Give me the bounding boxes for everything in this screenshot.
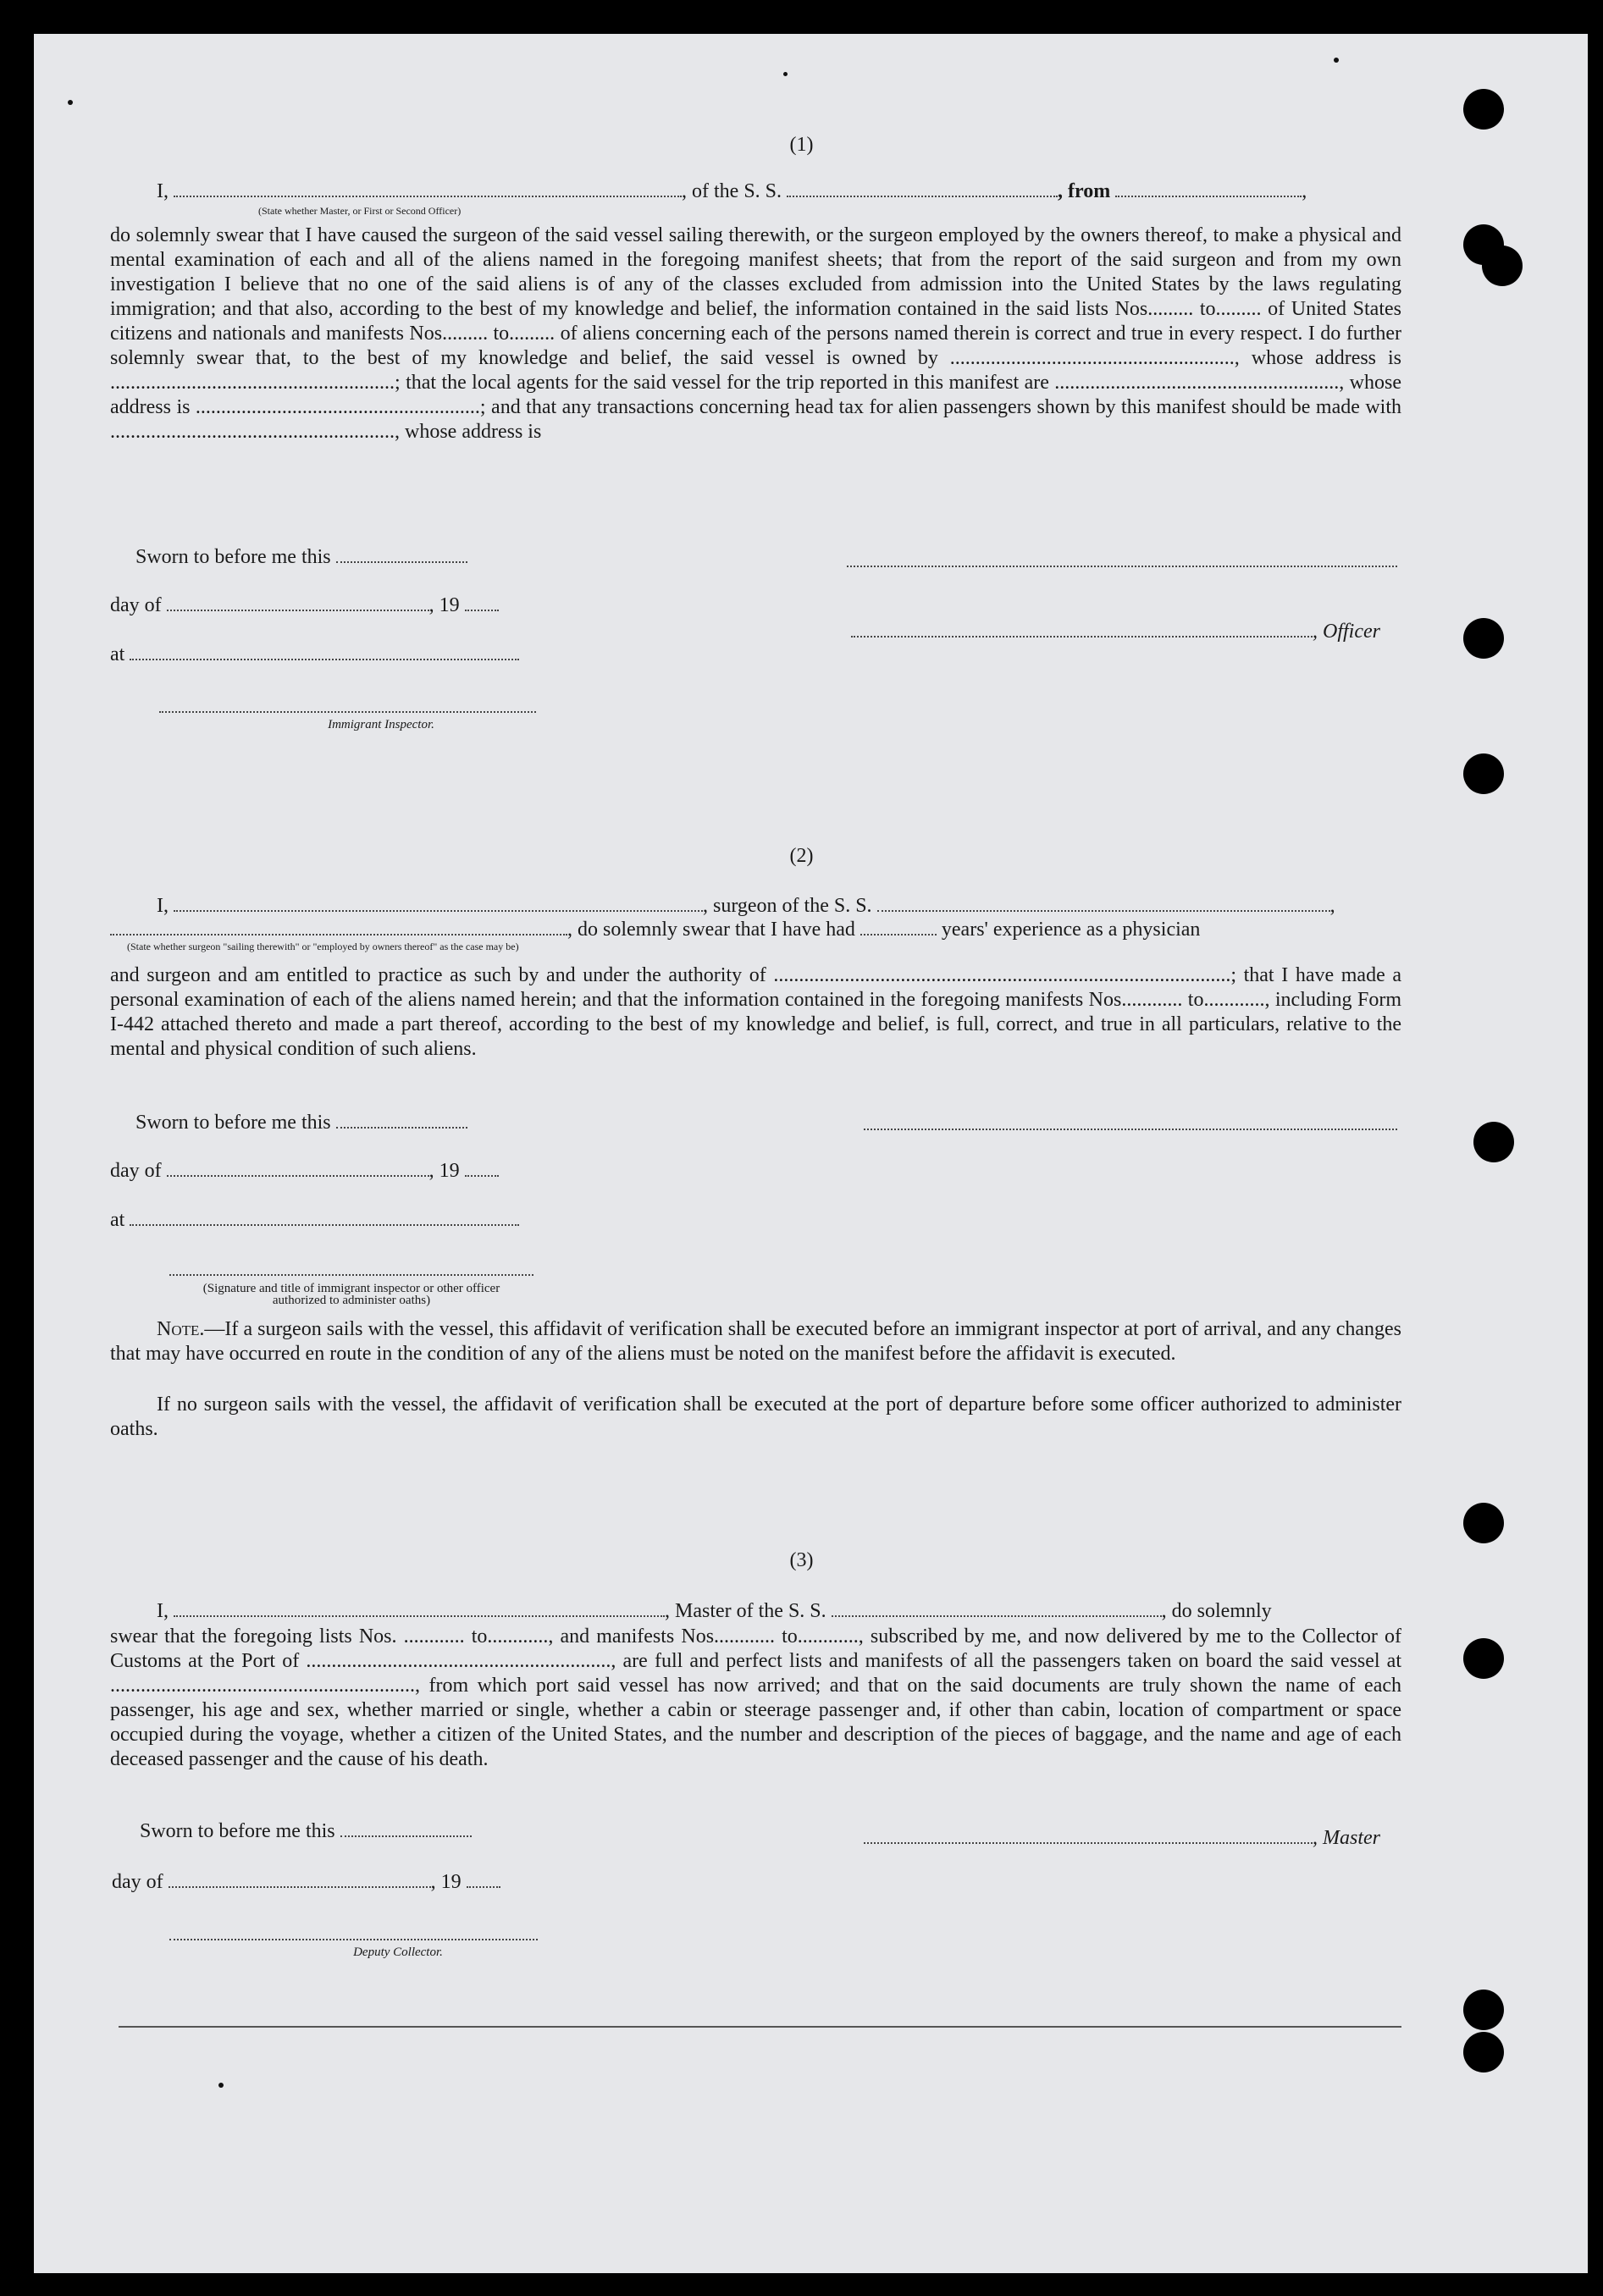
signature-caption: (Signature and title of immigrant inspector or other officer authorized to administer oaths)	[202, 1282, 500, 1307]
punch-hole	[1463, 618, 1504, 659]
punch-hole	[1463, 89, 1504, 130]
at-line-2	[110, 1209, 519, 1232]
section-3-number: (3)	[789, 1549, 814, 1571]
years-label: years' experience as a physician	[941, 919, 1201, 941]
pronoun: I,	[157, 895, 169, 917]
ink-speck	[1334, 58, 1339, 63]
blank-day	[169, 1885, 431, 1888]
section-2-line-2	[110, 919, 1200, 941]
blank-sworn	[340, 1835, 472, 1837]
ink-speck	[783, 72, 788, 76]
blank-master-signature	[864, 1841, 1313, 1844]
blank-vessel	[832, 1614, 1162, 1617]
note-2-text: If no surgeon sails with the vessel, the affidavit of verification shall be executed at the port of departure before some officer authorized to administer oaths.	[110, 1394, 1401, 1440]
section-2-number: (2)	[789, 845, 814, 867]
blank-master	[174, 1614, 665, 1617]
punch-hole	[1482, 246, 1523, 286]
blank-years	[860, 933, 937, 936]
at-line-1	[110, 643, 519, 666]
blank-surgeon-type	[110, 933, 567, 936]
signature-line	[864, 1129, 1397, 1130]
note-label: Note.	[157, 1318, 205, 1340]
signature-line	[847, 566, 1397, 567]
collector-line	[169, 1939, 538, 1940]
year-label: , 19	[428, 594, 460, 616]
section-1-number: (1)	[789, 134, 814, 156]
blank-at	[130, 1223, 519, 1226]
officer-line	[851, 621, 1380, 643]
blank-day	[167, 1174, 429, 1177]
inspector-caption: Immigrant Inspector.	[328, 718, 434, 731]
ink-speck	[68, 100, 73, 105]
punch-hole	[1463, 1638, 1504, 1679]
surgeon-note: (State whether surgeon "sailing therewith" or "employed by owners thereof" as the case may be)	[127, 941, 519, 952]
officer-label: , Officer	[1313, 621, 1380, 643]
section-3-line-1	[157, 1600, 1272, 1623]
day-of-label: day of	[112, 1871, 163, 1893]
blank-year	[465, 1174, 499, 1177]
punch-hole	[1463, 753, 1504, 794]
sworn-label: Sworn to before me this	[140, 1820, 335, 1842]
blank-officer	[174, 195, 682, 197]
do-solemnly-label: , do solemnly	[1161, 1600, 1272, 1622]
surgeon-of-label: , surgeon of the S. S.	[703, 895, 872, 917]
comma: ,	[1302, 180, 1307, 202]
punch-hole	[1463, 1990, 1504, 2030]
section-1-body: do solemnly swear that I have caused the surgeon of the said vessel sailing therewith, or the surgeon employed by the owners thereof, to make a physical and mental examination of each and all of the aliens named in the foregoing manifest sheets; that from the report of the said surgeon and from my own investigation I believe that no one of the said aliens is of any of the classes excluded from admission into the United States by the laws regulating immigration; and that also, according to the best of my knowledge and belief, the information contained in the said lists Nos......... to......... of United States citizens and nationals and manifests Nos......... to......... of aliens concerning each of the persons named therein is correct and true in every respect. I do further solemnly swear that, to the best of my knowledge and belief, the said vessel is owned by ........................................................, whose address is ........................................................; that the local agents for the said vessel for the trip reported in this manifest are ........................................................, whose address is ........................................................; and that any transactions concerning head tax for alien passengers shown by this manifest should be made with ........................................................, whose address is	[110, 224, 1401, 443]
sworn-line-1	[135, 546, 467, 569]
punch-hole	[1473, 1122, 1514, 1162]
master-of-label: , Master of the S. S.	[665, 1600, 826, 1622]
blank-officer-signature	[851, 635, 1313, 637]
section-3-body: swear that the foregoing lists Nos. ............ to............, and manifests Nos............ to............, subscribed by me, and now delivered by me to the Collector of Customs at the Port of ............................................................, are full and perfect lists and manifests of all the passengers taken on board the said vessel at ............................................................, from which port said vessel has now arrived; and that on the said documents are truly shown the name of each passenger, his age and sex, whether married or single, whether a cabin or steerage passenger and, if other than cabin, location of compartment or space occupied during the voyage, whether a citizen of the United States, and the number and description of the pieces of baggage, and the name and age of each deceased passenger and the cause of his death.	[110, 1625, 1401, 1770]
year-label: , 19	[430, 1871, 462, 1893]
inspector-line	[159, 711, 536, 713]
sworn-label: Sworn to before me this	[135, 546, 331, 568]
bottom-rule	[119, 2026, 1401, 2028]
blank-day	[167, 609, 429, 611]
year-label: , 19	[428, 1160, 460, 1182]
note-paragraph-1	[110, 1317, 1401, 1366]
at-label: at	[110, 1209, 125, 1231]
blank-at	[130, 658, 519, 660]
day-of-label: day of	[110, 594, 162, 616]
master-line	[864, 1827, 1380, 1850]
pronoun: I,	[157, 180, 169, 202]
do-solemnly-label: , do solemnly swear that I have had	[567, 919, 855, 941]
officer-note: (State whether Master, or First or Second Officer)	[258, 205, 462, 217]
day-line-1	[110, 594, 499, 617]
master-label: , Master	[1313, 1827, 1380, 1849]
section-1-line-1	[157, 180, 1307, 203]
blank-vessel	[877, 909, 1330, 912]
note-paragraph-2	[110, 1393, 1401, 1442]
punch-hole	[1463, 2032, 1504, 2072]
section-2-body: and surgeon and am entitled to practice as such by and under the authority of ..........................................................................................; that I have made a personal examination of each of the aliens named herein; and that the information contained in the foregoing manifests Nos............ to............, including Form I-442 attached thereto and made a part thereof, according to the best of my knowledge and belief, is full, correct, and true in all particulars, relative to the mental and physical condition of such aliens.	[110, 964, 1401, 1060]
sworn-line-2	[135, 1112, 467, 1134]
blank-year	[467, 1885, 500, 1888]
blank-year	[465, 609, 499, 611]
blank-from	[1115, 195, 1302, 197]
punch-hole	[1463, 1503, 1504, 1543]
blank-sworn	[336, 560, 467, 563]
blank-sworn	[336, 1126, 467, 1129]
comma: ,	[1329, 895, 1335, 917]
pronoun: I,	[157, 1600, 169, 1622]
note-1-text: —If a surgeon sails with the vessel, this affidavit of verification shall be executed before an immigrant inspector at port of arrival, and any changes that may have occurred en route in the condition of any of the aliens must be noted on the manifest before the affidavit is executed.	[110, 1318, 1401, 1365]
ink-speck	[218, 2083, 224, 2088]
day-of-label: day of	[110, 1160, 162, 1182]
of-ss-label: , of the S. S.	[682, 180, 782, 202]
sworn-label: Sworn to before me this	[135, 1112, 331, 1134]
from-label: , from	[1058, 180, 1111, 202]
day-line-3	[112, 1871, 500, 1894]
at-label: at	[110, 643, 125, 665]
collector-caption: Deputy Collector.	[353, 1946, 443, 1959]
section-2-line-1	[157, 895, 1335, 918]
sworn-line-3	[140, 1820, 472, 1843]
blank-surgeon	[174, 909, 703, 912]
blank-vessel	[787, 195, 1058, 197]
day-line-2	[110, 1160, 499, 1183]
inspector-line	[169, 1274, 533, 1276]
